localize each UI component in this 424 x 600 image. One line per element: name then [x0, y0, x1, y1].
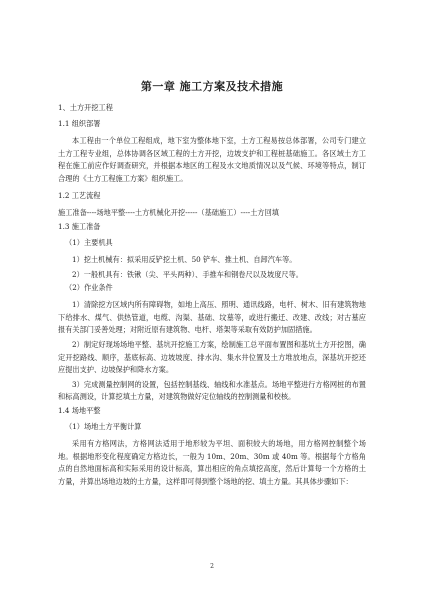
subheading-main-tools: （1）主要机具 [65, 237, 113, 247]
paragraph-machinery-1: 1）挖土机械有：拟采用反铲挖土机、50 铲车、推土机、自卸汽车等。 [72, 254, 297, 264]
chapter-title: 第一章 施工方案及技术措施 [140, 80, 284, 93]
section-heading-1-3: 1.3 施工准备 [58, 221, 101, 231]
section-heading-1-1: 1.1 组织部署 [58, 119, 101, 128]
page-number: 2 [210, 563, 214, 570]
subheading-work-conditions: （2）作业条件 [65, 283, 113, 293]
section-heading-1-2: 1.2 工艺流程 [58, 191, 101, 201]
paragraph-process-flow: 施工准备----场地平整----土方机械化开挖-----（基础施工）----土方回填 [58, 208, 279, 218]
paragraph-condition-1: 1）清除挖方区域内所有障碍物，如地上高压、照明、通讯线路，电杆、树木、旧有建筑物地下给排水、煤气、供热管道，电缆、沟渠、基础、坟墓等，或进行搬迁、改建、改线；对古墓应报有关部门妥善处理；对附近原有建筑物、电杆、塔架等采取有效防护加固措施。 [58, 300, 366, 335]
paragraph-condition-3: 3）完成测量控制网的设置，包括控制基线、轴线和水准基点。场地平整进行方格网桩的布置和标高测设，计算挖填土方量，对建筑物做好定位轴线的控制测量和校核。 [58, 379, 366, 402]
paragraph-machinery-2: 2）一般机具有：铁锹（尖、平头两种）、手推车和钢卷尺以及坡度尺等。 [72, 269, 303, 279]
subheading-earthwork-balance: （1）场地土方平衡计算 [65, 421, 142, 431]
paragraph-condition-2: 2）制定好现场场地平整、基坑开挖施工方案，绘制施工总平面布置图和基坑土方开挖图，确定开挖路线、顺序，基底标高、边坡坡度、排水沟、集水井位置及土方堆放地点，深基坑开挖还应提出支护、边坡保护和降水方案。 [58, 339, 366, 375]
paragraph-organization: 本工程由一个单位工程组成，地下室为整体地下室，土方工程易按总体部署，公司专门建立土方工程专业组，总体协调各区域工程的土方开挖，边坡支护和工程桩基础施工。各区域土方工程在施工前应作好调查研究，并根据本地区的工程及水文地质情况以及气候、环境等特点，制订合理的《土方工程施工方案》组织施工。 [58, 136, 366, 183]
section-heading-1-4: 1.4 场地平整 [58, 405, 101, 415]
section-heading-1: 1、土方开挖工程 [58, 103, 113, 112]
paragraph-grid-method: 采用有方格网法，方格网法适用于地形较为平坦、面积较大的场地，用方格网控制整个场地。根据地形变化程度确定方格边长，一般为 10m、20m、30m 或 40m 等。根据每个方格角点的自然地面标高和实际采用的设计标高，算出相应的角点填挖高度，然后计算每一个方格的土方量，并算出场地边坡的土方量，这样即可得到整个场地的挖、填土方量。其具体步骤如下： [58, 438, 366, 486]
